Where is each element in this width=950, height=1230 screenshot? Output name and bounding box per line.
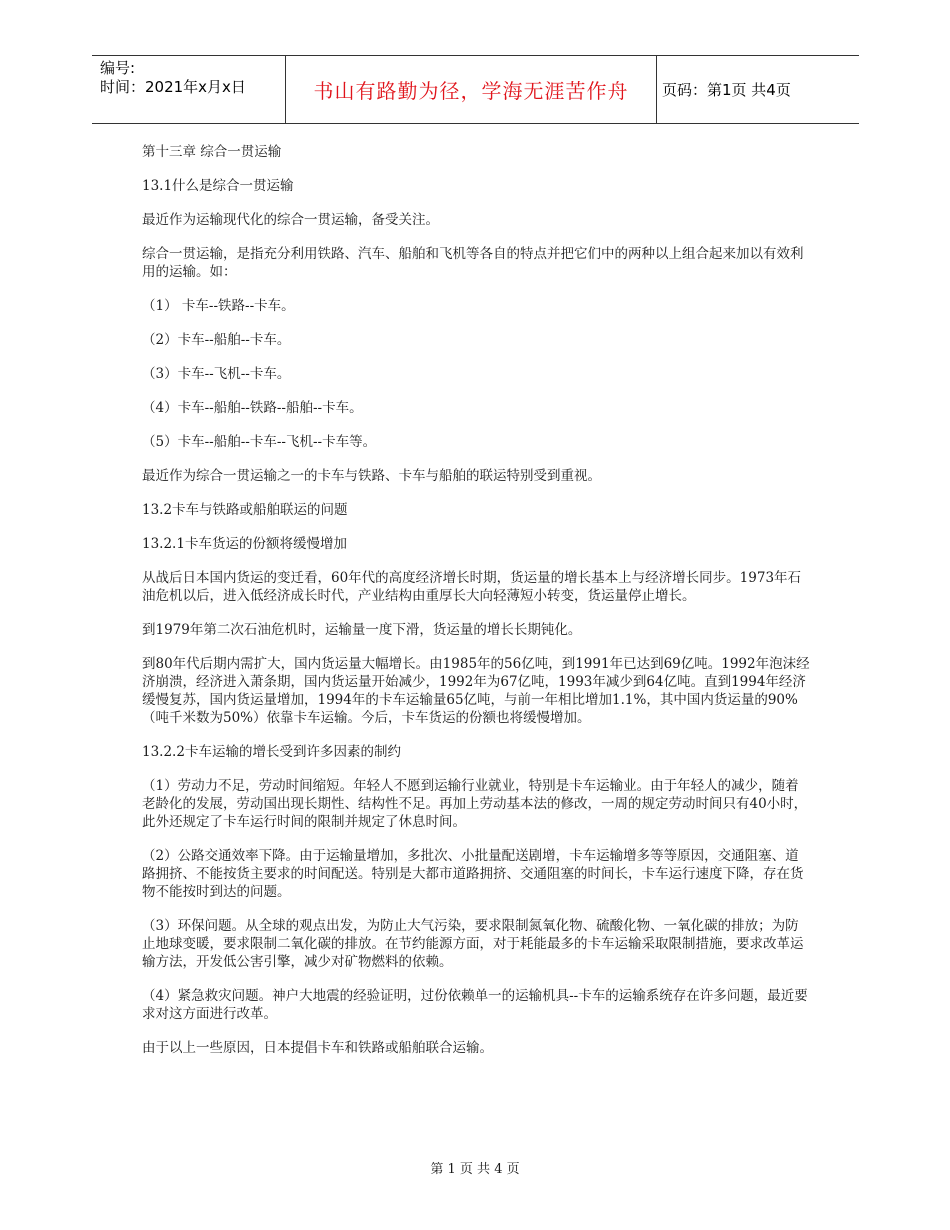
time-label: 时间：2021年x月x日 (100, 78, 246, 96)
page-header (92, 55, 859, 124)
paragraph: 从战后日本国内货运的变迁看，60年代的高度经济增长时期，货运量的增长基本上与经济增长同步。1973年石油危机以后，进入低经济成长时代，产业结构由重厚长大向轻薄短小转变，货运量停止增长。 (142, 570, 802, 604)
paragraph: 最近作为综合一贯运输之一的卡车与铁路、卡车与船舶的联运特别受到重视。 (142, 468, 601, 484)
paragraph: （4）紧急救灾问题。神户大地震的经验证明，过份依赖单一的运输机具--卡车的运输系统存在许多问题，最近要求对这方面进行改革。 (142, 988, 808, 1022)
paragraph: 由于以上一些原因，日本提倡卡车和铁路或船舶联合运输。 (142, 1040, 493, 1056)
chapter-title: 第十三章 综合一贯运输 (142, 144, 282, 160)
paragraph: 到80年代后期内需扩大，国内货运量大幅增长。由1985年的56亿吨，到1991年已达到69亿吨。1992年泡沫经济崩溃，经济进入萧条期，国内货运量开始减少，1992年为67亿吨，1993年减少到64亿吨。直到1994年经济缓慢复苏，国内货运量增加，1994年的卡车运输量65亿吨，与前一年相比增加1.1%，其中国内货运量的90%（吨千米数为50%）依靠卡车运输。今后，卡车货运的份额也将缓慢增加。 (142, 656, 810, 726)
section-heading: 13.2卡车与铁路或船舶联运的问题 (142, 502, 348, 518)
paragraph: 综合一贯运输，是指充分利用铁路、汽车、船舶和飞机等各自的特点并把它们中的两种以上组合起来加以有效利用的运输。如： (142, 246, 804, 280)
document-body (142, 143, 810, 1073)
motto-text: 书山有路勤为径，学海无涯苦作舟 (313, 79, 629, 103)
list-item: （4）卡车--船舶--铁路--船舶--卡车。 (142, 400, 363, 416)
list-item: （3）卡车--飞机--卡车。 (142, 366, 291, 382)
header-page-info (662, 56, 791, 123)
header-meta (100, 59, 246, 97)
section-heading: 13.1什么是综合一贯运输 (142, 178, 294, 194)
paragraph: 最近作为运输现代化的综合一贯运输，备受关注。 (142, 212, 439, 228)
footer-page-number: 第 1 页 共 4 页 (430, 1162, 520, 1177)
list-item: （5）卡车--船舶--卡车--飞机--卡车等。 (142, 434, 377, 450)
paragraph: （1）劳动力不足，劳动时间缩短。年轻人不愿到运输行业就业，特别是卡车运输业。由于年轻人的减少，随着老龄化的发展，劳动国出现长期性、结构性不足。再加上劳动基本法的修改，一周的规定劳动时间只有40小时，此外还规定了卡车运行时间的限制并规定了休息时间。 (142, 778, 808, 830)
paragraph: （3）环保问题。从全球的观点出发，为防止大气污染，要求限制氮氧化物、硫酸化物、一氧化碳的排放；为防止地球变暖，要求限制二氧化碳的排放。在节约能源方面，对于耗能最多的卡车运输采取限制措施，要求改革运输方法，开发低公害引擎，减少对矿物燃料的依赖。 (142, 918, 804, 970)
header-motto (285, 56, 657, 123)
page-info-text: 页码：第1页 共4页 (662, 81, 791, 99)
subsection-heading: 13.2.2卡车运输的增长受到许多因素的制约 (142, 744, 401, 760)
list-item: （2）卡车--船舶--卡车。 (142, 332, 291, 348)
number-label: 编号: (100, 59, 136, 77)
paragraph: （2）公路交通效率下降。由于运输量增加，多批次、小批量配送剧增，卡车运输增多等等原因，交通阻塞、道路拥挤、不能按货主要求的时间配送。特别是大都市道路拥挤、交通阻塞的时间长，卡车运行速度下降，存在货物不能按时到达的问题。 (142, 848, 804, 900)
page-footer (0, 1158, 950, 1177)
subsection-heading: 13.2.1卡车货运的份额将缓慢增加 (142, 536, 347, 552)
list-item: （1） 卡车--铁路--卡车。 (142, 298, 295, 314)
paragraph: 到1979年第二次石油危机时，运输量一度下滑，货运量的增长长期钝化。 (142, 622, 582, 638)
